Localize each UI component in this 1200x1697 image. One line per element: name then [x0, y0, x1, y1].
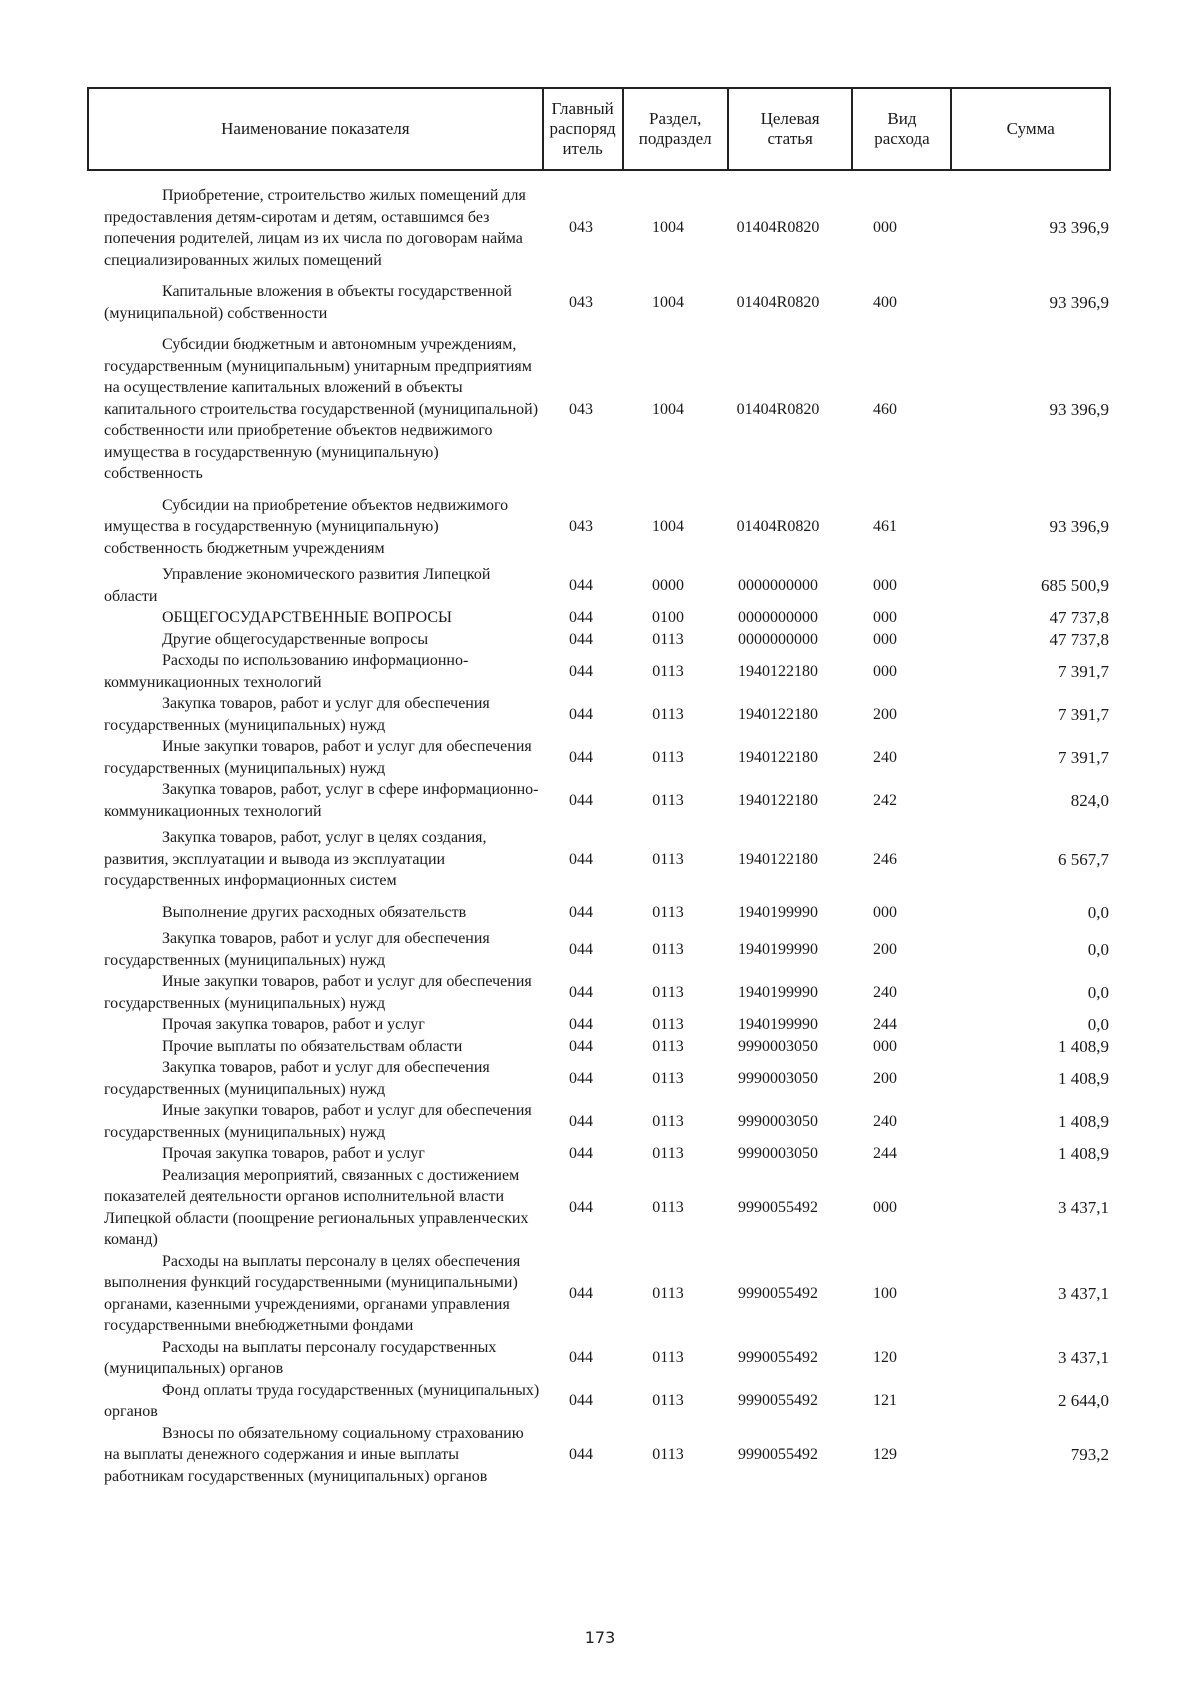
- row-sum: 1 408,9: [1058, 1036, 1109, 1056]
- row-name-text: Капитальные вложения в объекты государственной (муниципальной) собственности: [104, 283, 512, 322]
- row-sum: 7 391,7: [1058, 704, 1109, 724]
- header-razd: Раздел, подраздел: [623, 88, 728, 170]
- row-name: [87, 276, 544, 329]
- row-sum: 1 408,9: [1058, 1068, 1109, 1088]
- row-razd: 0113: [652, 850, 684, 868]
- row-name: [87, 897, 544, 929]
- row-glav: 043: [569, 518, 593, 535]
- row-cel: 9990003050: [738, 1145, 818, 1162]
- row-sum: 0,0: [1087, 902, 1109, 922]
- row-vid: 460: [873, 400, 897, 418]
- row-name: [87, 1014, 544, 1036]
- row-sum: 0,0: [1087, 939, 1109, 959]
- row-name: [87, 822, 544, 897]
- row-vid: 240: [873, 748, 897, 766]
- row-sum: 7 391,7: [1058, 661, 1109, 681]
- row-cel: 1940122180: [738, 705, 818, 723]
- row-sum: 0,0: [1087, 982, 1109, 1002]
- row-name: [87, 1380, 544, 1423]
- row-name-text: Расходы на выплаты персоналу в целях обеспечения выполнения функций государственными (муниципальными) органами, казенными учреждениями, органами управления государственными внебюджетными фондами: [104, 1252, 521, 1334]
- row-razd: 0113: [652, 1016, 684, 1033]
- row-vid: 000: [873, 609, 897, 626]
- row-name: [87, 1100, 544, 1143]
- table-row: [87, 490, 1111, 565]
- row-glav: 044: [569, 1016, 593, 1033]
- row-razd: 0113: [652, 630, 684, 648]
- row-glav: 044: [569, 1112, 593, 1130]
- row-glav: 044: [569, 940, 593, 958]
- table-row: [87, 564, 1111, 607]
- row-sum: 93 396,9: [1049, 399, 1109, 419]
- row-razd: 0113: [652, 903, 684, 921]
- table-row: [87, 693, 1111, 736]
- table-row: [87, 897, 1111, 929]
- row-cel: 1940122180: [738, 850, 818, 868]
- row-glav: 044: [569, 1349, 593, 1367]
- row-name: [87, 607, 544, 629]
- row-name: [87, 1165, 544, 1251]
- row-name-text: Закупка товаров, работ и услуг для обеспечения государственных (муниципальных) нужд: [104, 930, 490, 969]
- row-name-text: Иные закупки товаров, работ и услуг для обеспечения государственных (муниципальных) нужд: [104, 973, 532, 1012]
- row-glav: 044: [569, 791, 593, 809]
- row-name-text: Прочие выплаты по обязательствам области: [162, 1037, 463, 1055]
- row-vid: 246: [873, 850, 897, 868]
- table-row: [87, 822, 1111, 897]
- row-name: [87, 1423, 544, 1488]
- budget-table: [87, 180, 1111, 1487]
- table-row: [87, 1380, 1111, 1423]
- row-razd: 1004: [652, 219, 684, 237]
- row-vid: 100: [873, 1284, 897, 1302]
- row-name: [87, 1251, 544, 1337]
- row-sum: 7 391,7: [1058, 747, 1109, 767]
- row-sum: 6 567,7: [1058, 849, 1109, 869]
- row-name: [87, 736, 544, 779]
- row-glav: 044: [569, 630, 593, 648]
- table-row: [87, 1014, 1111, 1036]
- row-razd: 1004: [652, 518, 684, 535]
- row-razd: 0113: [652, 1198, 684, 1216]
- table-row: [87, 971, 1111, 1014]
- row-name: [87, 971, 544, 1014]
- row-name: [87, 650, 544, 693]
- row-sum: 3 437,1: [1058, 1348, 1109, 1368]
- row-razd: 0113: [652, 1145, 684, 1162]
- row-razd: 0113: [652, 748, 684, 766]
- row-cel: 1940199990: [738, 903, 818, 921]
- row-cel: 0000000000: [738, 576, 818, 594]
- row-name-text: Реализация мероприятий, связанных с достижением показателей деятельности органов исполнительной власти Липецкой области (поощрение региональных управленческих команд): [104, 1166, 529, 1248]
- table-row: [87, 1100, 1111, 1143]
- table-row: [87, 1423, 1111, 1488]
- row-vid: 120: [873, 1349, 897, 1367]
- row-razd: 0113: [652, 1446, 684, 1463]
- row-glav: 044: [569, 1037, 593, 1055]
- row-razd: 0000: [652, 576, 684, 594]
- row-vid: 000: [873, 219, 897, 237]
- row-name: [87, 180, 544, 276]
- row-name-text: Приобретение, строительство жилых помещений для предоставления детям-сиротам и детям, оставшимся без попечения родителей, лицам из их числа по договорам найма специализированных жилых помещений: [104, 187, 526, 269]
- row-cel: 1940199990: [738, 1016, 818, 1033]
- row-razd: 1004: [652, 293, 684, 311]
- row-vid: 000: [873, 1198, 897, 1216]
- row-vid: 200: [873, 705, 897, 723]
- row-glav: 043: [569, 293, 593, 311]
- row-name-text: Закупка товаров, работ и услуг для обеспечения государственных (муниципальных) нужд: [104, 1059, 490, 1098]
- table-row: [87, 779, 1111, 822]
- table-row: [87, 1337, 1111, 1380]
- table-row: [87, 1165, 1111, 1251]
- table-row: [87, 650, 1111, 693]
- row-cel: 0000000000: [738, 609, 818, 626]
- row-glav: 044: [569, 903, 593, 921]
- row-sum: 47 737,8: [1049, 629, 1109, 649]
- header-sum: Сумма: [951, 88, 1110, 170]
- row-vid: 461: [873, 518, 897, 535]
- row-sum: 824,0: [1070, 790, 1109, 810]
- row-glav: 044: [569, 609, 593, 626]
- row-vid: 000: [873, 662, 897, 680]
- row-name-text: Управление экономического развития Липецкой области: [104, 566, 491, 605]
- row-name-text: Закупка товаров, работ, услуг в сфере информационно-коммуникационных технологий: [104, 781, 539, 820]
- row-sum: 685 500,9: [1041, 575, 1109, 595]
- row-name-text: Субсидии на приобретение объектов недвижимого имущества в государственную (муниципальную) собственность бюджетным учреждениям: [104, 496, 509, 557]
- row-sum: 93 396,9: [1049, 292, 1109, 312]
- row-glav: 044: [569, 576, 593, 594]
- row-name: [87, 490, 544, 565]
- row-sum: 1 408,9: [1058, 1111, 1109, 1131]
- row-razd: 0100: [652, 609, 684, 626]
- row-glav: 044: [569, 1198, 593, 1216]
- row-vid: 400: [873, 293, 897, 311]
- row-name: [87, 564, 544, 607]
- row-razd: 0113: [652, 1069, 684, 1087]
- row-name: [87, 928, 544, 971]
- row-glav: 044: [569, 705, 593, 723]
- row-cel: 01404R0820: [736, 518, 820, 535]
- row-vid: 244: [873, 1016, 897, 1033]
- table-row: [87, 180, 1111, 276]
- table-row: [87, 1036, 1111, 1058]
- row-name: [87, 693, 544, 736]
- header-cel: Целевая статья: [728, 88, 853, 170]
- table-row: [87, 329, 1111, 490]
- row-sum: 93 396,9: [1049, 218, 1109, 238]
- row-vid: 000: [873, 630, 897, 648]
- row-name-text: Расходы по использованию информационно-коммуникационных технологий: [104, 652, 469, 691]
- row-cel: 9990003050: [738, 1037, 818, 1055]
- budget-table-body: [87, 180, 1111, 1487]
- row-razd: 0113: [652, 1349, 684, 1367]
- row-glav: 044: [569, 662, 593, 680]
- row-glav: 043: [569, 219, 593, 237]
- row-cel: 9990055492: [738, 1349, 818, 1367]
- row-name-text: Закупка товаров, работ, услуг в целях создания, развития, эксплуатации и вывода из эксплуатации государственных информационных систем: [104, 829, 487, 889]
- row-glav: 044: [569, 1392, 593, 1410]
- header-vid: Вид расхода: [852, 88, 951, 170]
- row-cel: 01404R0820: [736, 400, 820, 418]
- table-row: [87, 928, 1111, 971]
- row-razd: 0113: [652, 1392, 684, 1410]
- row-vid: 129: [873, 1446, 897, 1463]
- row-sum: 0,0: [1087, 1015, 1109, 1034]
- row-name-text: Иные закупки товаров, работ и услуг для обеспечения государственных (муниципальных) нужд: [104, 1102, 532, 1141]
- row-vid: 121: [873, 1392, 897, 1410]
- row-razd: 0113: [652, 791, 684, 809]
- header-row: [88, 88, 1110, 170]
- row-name: [87, 1143, 544, 1165]
- row-glav: 043: [569, 400, 593, 418]
- row-cel: 1940199990: [738, 983, 818, 1001]
- row-razd: 0113: [652, 1112, 684, 1130]
- row-glav: 044: [569, 1069, 593, 1087]
- row-razd: 1004: [652, 400, 684, 418]
- row-glav: 044: [569, 983, 593, 1001]
- row-sum: 47 737,8: [1049, 608, 1109, 627]
- row-cel: 9990003050: [738, 1069, 818, 1087]
- row-sum: 93 396,9: [1049, 517, 1109, 536]
- row-glav: 044: [569, 1284, 593, 1302]
- row-vid: 240: [873, 1112, 897, 1130]
- row-cel: 9990055492: [738, 1392, 818, 1410]
- table-row: [87, 607, 1111, 629]
- row-razd: 0113: [652, 1037, 684, 1055]
- row-name-text: Иные закупки товаров, работ и услуг для обеспечения государственных (муниципальных) нужд: [104, 738, 532, 777]
- table-header: [87, 87, 1111, 171]
- row-razd: 0113: [652, 983, 684, 1001]
- row-cel: 9990055492: [738, 1198, 818, 1216]
- row-name-text: Другие общегосударственные вопросы: [162, 630, 429, 648]
- row-vid: 200: [873, 940, 897, 958]
- row-sum: 793,2: [1070, 1445, 1109, 1464]
- row-razd: 0113: [652, 1284, 684, 1302]
- table-row: [87, 1143, 1111, 1165]
- row-cel: 9990003050: [738, 1112, 818, 1130]
- row-vid: 000: [873, 1037, 897, 1055]
- row-name-text: Прочая закупка товаров, работ и услуг: [162, 1016, 425, 1033]
- row-glav: 044: [569, 850, 593, 868]
- row-name-text: Субсидии бюджетным и автономным учреждениям, государственным (муниципальным) унитарным предприятиям на осуществление капитальных вложений в объекты капитального строительства государственной (муниципальной) собственности или приобретение объектов недвижимого имущества в государственную (муниципальную) собственность: [104, 336, 539, 482]
- row-sum: 2 644,0: [1058, 1391, 1109, 1411]
- row-cel: 0000000000: [738, 630, 818, 648]
- table-row: [87, 629, 1111, 651]
- row-name: [87, 779, 544, 822]
- row-cel: 01404R0820: [736, 293, 820, 311]
- row-cel: 1940122180: [738, 748, 818, 766]
- table-row: [87, 1057, 1111, 1100]
- row-cel: 1940122180: [738, 791, 818, 809]
- row-name: [87, 329, 544, 490]
- row-vid: 000: [873, 576, 897, 594]
- row-sum: 3 437,1: [1058, 1283, 1109, 1303]
- row-name: [87, 629, 544, 651]
- header-glav: Главный распоряд итель: [543, 88, 623, 170]
- table-row: [87, 276, 1111, 329]
- row-vid: 244: [873, 1145, 897, 1162]
- row-glav: 044: [569, 1145, 593, 1162]
- row-razd: 0113: [652, 662, 684, 680]
- row-cel: 1940122180: [738, 662, 818, 680]
- row-name-text: Фонд оплаты труда государственных (муниципальных) органов: [104, 1381, 540, 1420]
- row-name-text: Прочая закупка товаров, работ и услуг: [162, 1145, 425, 1162]
- row-cel: 1940199990: [738, 940, 818, 958]
- row-name-text: Расходы на выплаты персоналу государственных (муниципальных) органов: [104, 1338, 497, 1377]
- row-cel: 9990055492: [738, 1446, 818, 1463]
- row-sum: 3 437,1: [1058, 1197, 1109, 1217]
- row-name: [87, 1337, 544, 1380]
- header-name: Наименование показателя: [88, 88, 543, 170]
- row-name-text: ОБЩЕГОСУДАРСТВЕННЫЕ ВОПРОСЫ: [162, 609, 452, 626]
- row-vid: 000: [873, 903, 897, 921]
- row-cel: 01404R0820: [736, 219, 820, 237]
- row-vid: 200: [873, 1069, 897, 1087]
- row-glav: 044: [569, 748, 593, 766]
- row-name-text: Закупка товаров, работ и услуг для обеспечения государственных (муниципальных) нужд: [104, 695, 490, 734]
- row-glav: 044: [569, 1446, 593, 1463]
- row-sum: 1 408,9: [1058, 1144, 1109, 1163]
- row-cel: 9990055492: [738, 1284, 818, 1302]
- row-name: [87, 1036, 544, 1058]
- table-row: [87, 1251, 1111, 1337]
- row-razd: 0113: [652, 940, 684, 958]
- row-name-text: Выполнение других расходных обязательств: [162, 903, 467, 921]
- row-name-text: Взносы по обязательному социальному страхованию на выплаты денежного содержания и иные выплаты работникам государственных (муниципальных) органов: [104, 1424, 524, 1485]
- table-row: [87, 736, 1111, 779]
- row-name: [87, 1057, 544, 1100]
- page-number: 173: [584, 1628, 616, 1647]
- row-vid: 242: [873, 791, 897, 809]
- row-vid: 240: [873, 983, 897, 1001]
- row-razd: 0113: [652, 705, 684, 723]
